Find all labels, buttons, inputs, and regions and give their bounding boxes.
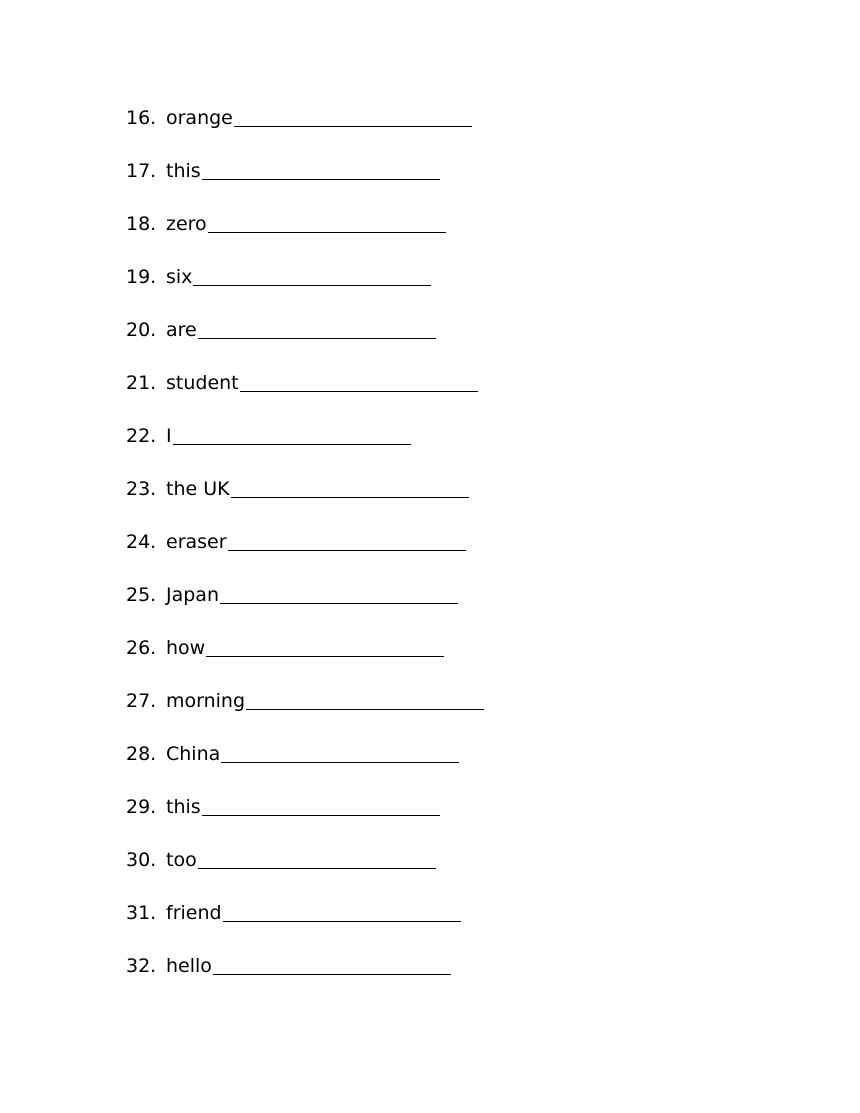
answer-blank[interactable] <box>198 846 436 869</box>
answer-blank[interactable] <box>221 740 459 763</box>
answer-blank[interactable] <box>234 104 472 127</box>
answer-blank[interactable] <box>223 899 461 922</box>
answer-blank[interactable] <box>240 369 478 392</box>
answer-blank[interactable] <box>231 475 469 498</box>
answer-blank[interactable] <box>246 687 484 710</box>
answer-blank[interactable] <box>198 316 436 339</box>
item-number: 30. <box>126 849 157 871</box>
list-item <box>126 687 484 740</box>
list-item <box>126 793 484 846</box>
list-item <box>126 475 484 528</box>
answer-blank[interactable] <box>206 634 444 657</box>
list-item <box>126 157 484 210</box>
item-word: orange <box>166 107 233 129</box>
item-number: 18. <box>126 213 157 235</box>
item-word: China <box>166 743 221 765</box>
list-item <box>126 634 484 687</box>
item-word: student <box>166 372 239 394</box>
list-item <box>126 369 484 422</box>
list-item <box>126 422 484 475</box>
answer-blank[interactable] <box>213 952 451 975</box>
item-word: are <box>166 319 197 341</box>
item-word: how <box>166 637 206 659</box>
list-item <box>126 104 484 157</box>
list-item <box>126 316 484 369</box>
vocabulary-list <box>126 104 484 1005</box>
item-number: 23. <box>126 478 157 500</box>
item-number: 29. <box>126 796 157 818</box>
item-word: zero <box>166 213 207 235</box>
item-number: 28. <box>126 743 157 765</box>
item-number: 21. <box>126 372 157 394</box>
item-word: too <box>166 849 197 871</box>
list-item <box>126 263 484 316</box>
answer-blank[interactable] <box>220 581 458 604</box>
item-word: the UK <box>166 478 230 500</box>
item-number: 22. <box>126 425 157 447</box>
item-word: six <box>166 266 193 288</box>
item-number: 24. <box>126 531 157 553</box>
answer-blank[interactable] <box>173 422 411 445</box>
item-number: 25. <box>126 584 157 606</box>
item-word: hello <box>166 955 212 977</box>
list-item <box>126 740 484 793</box>
list-item <box>126 952 484 1005</box>
answer-blank[interactable] <box>228 528 466 551</box>
list-item <box>126 528 484 581</box>
list-item <box>126 899 484 952</box>
item-word: friend <box>166 902 222 924</box>
answer-blank[interactable] <box>202 157 440 180</box>
item-word: this <box>166 796 201 818</box>
list-item <box>126 846 484 899</box>
item-word: this <box>166 160 201 182</box>
item-number: 31. <box>126 902 157 924</box>
item-number: 19. <box>126 266 157 288</box>
item-number: 32. <box>126 955 157 977</box>
item-number: 27. <box>126 690 157 712</box>
list-item <box>126 210 484 263</box>
answer-blank[interactable] <box>193 263 431 286</box>
answer-blank[interactable] <box>202 793 440 816</box>
item-number: 16. <box>126 107 157 129</box>
item-number: 17. <box>126 160 157 182</box>
item-number: 20. <box>126 319 157 341</box>
item-word: I <box>166 425 172 447</box>
item-word: eraser <box>166 531 227 553</box>
list-item <box>126 581 484 634</box>
item-number: 26. <box>126 637 157 659</box>
answer-blank[interactable] <box>208 210 446 233</box>
item-word: Japan <box>166 584 219 606</box>
item-word: morning <box>166 690 246 712</box>
